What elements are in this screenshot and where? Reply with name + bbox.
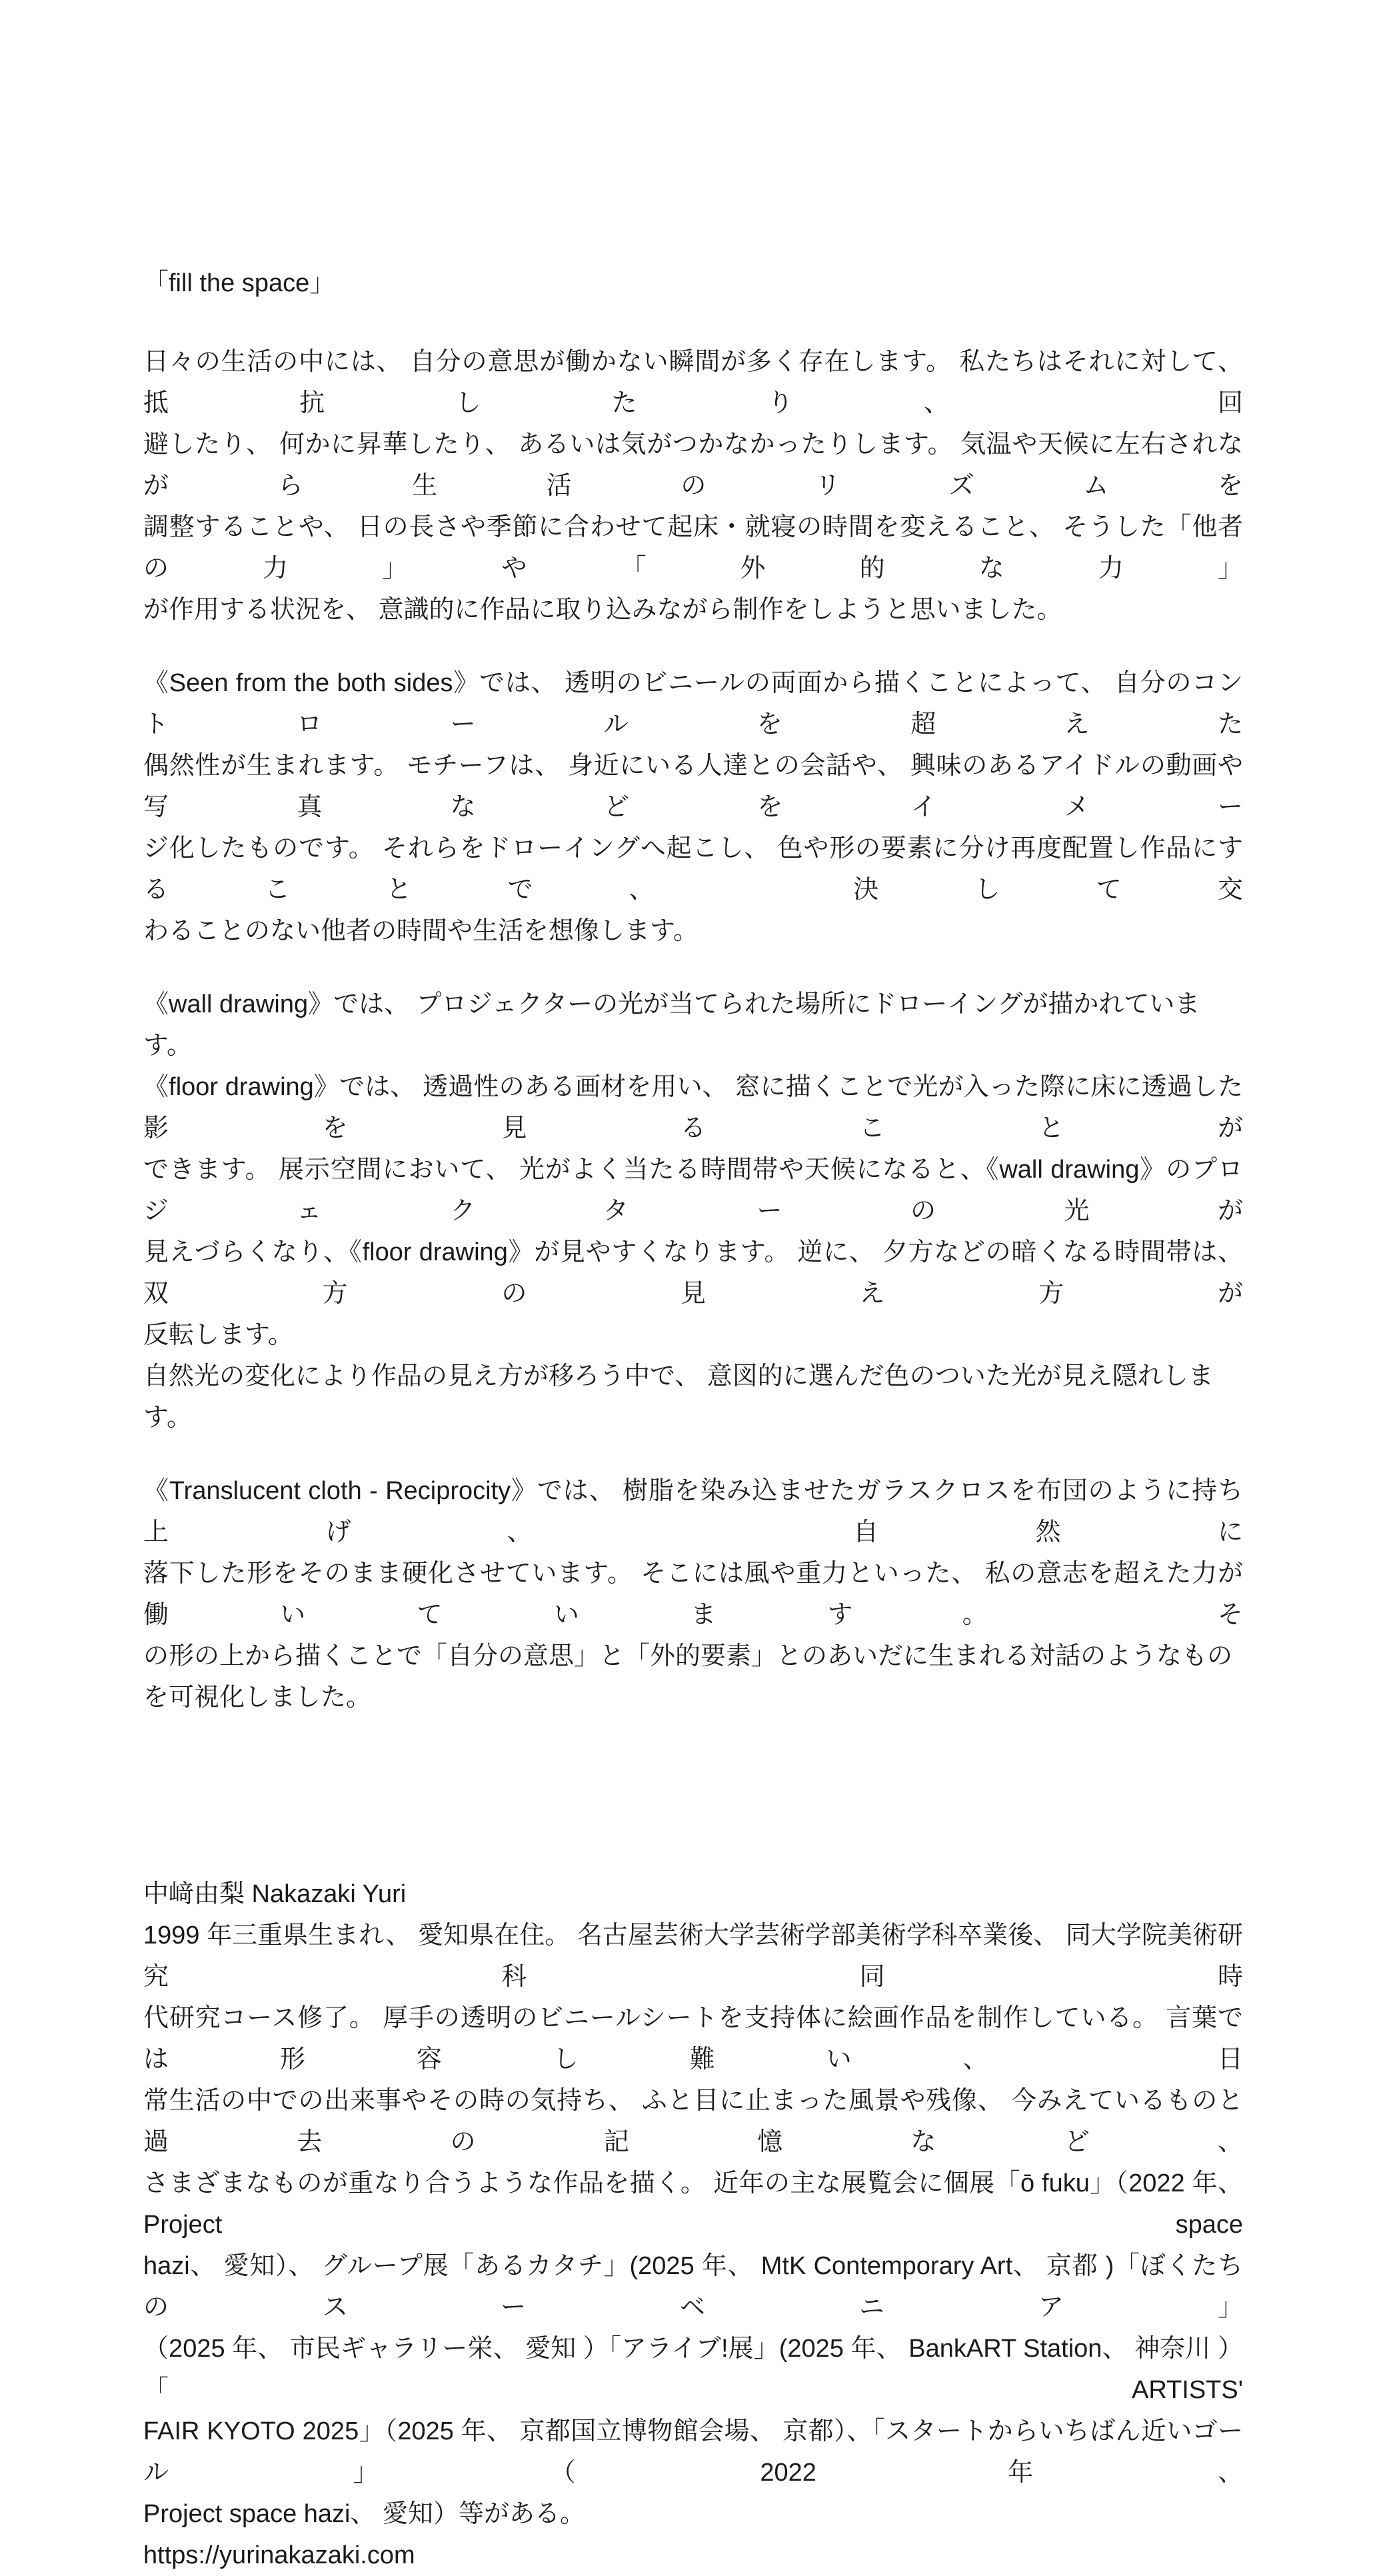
text-line: 落下した形をそのまま硬化させています。 そこには風や重力といった、 私の意志を超えた力が働いています。 そ bbox=[143, 1560, 1243, 1629]
text-line: 《floor drawing》では、 透過性のある画材を用い、 窓に描くことで光が入った際に床に透過した影を見ることが bbox=[143, 1073, 1243, 1142]
text-line: 反転します。 bbox=[143, 1321, 293, 1349]
text-line: 代研究コース修了。 厚手の透明のビニールシートを支持体に絵画作品を制作している。 言葉では形容し難い、 日 bbox=[143, 2004, 1243, 2073]
floor-drawing-block bbox=[143, 1066, 1243, 1356]
text-line: 常生活の中での出来事やその時の気持ち、 ふと目に止まった風景や残像、 今みえているものと過去の記憶など、 bbox=[143, 2087, 1243, 2156]
text-line: 自然光の変化により作品の見え方が移ろう中で、 意図的に選んだ色のついた光が見え隠れします。 bbox=[143, 1362, 1214, 1432]
website-url: https://yurinakazaki.com bbox=[143, 2541, 415, 2569]
text-line: 《wall drawing》では、 プロジェクターの光が当てられた場所にドローイングが描かれています。 bbox=[143, 990, 1200, 1060]
text-line: 日々の生活の中には、 自分の意思が働かない瞬間が多く存在します。 私たちはそれに対して、 抵抗したり、 回 bbox=[143, 348, 1243, 417]
text-line: 避したり、 何かに昇華したり、 あるいは気がつかなかったりします。 気温や天候に左右されながら生活のリズムを bbox=[143, 431, 1243, 500]
artist-name: 中﨑由梨 Nakazaki Yuri bbox=[143, 1880, 407, 1908]
statement-paragraph-wall-floor-drawing bbox=[143, 984, 1243, 1438]
natural-light-block bbox=[143, 1356, 1243, 1438]
artist-bio bbox=[143, 1874, 1243, 2576]
text-line: （2025 年、 市民ギャラリー栄、 愛知 ）「アライブ!展」(2025 年、 BankART Station、 神奈川 ）「ARTISTS' bbox=[143, 2335, 1243, 2404]
text-line: hazi、 愛知）、 グループ展「あるカタチ」(2025 年、 MtK Contemporary Art、 京都 )「ぼくたちのスーベニア」 bbox=[143, 2252, 1243, 2321]
wall-drawing-block bbox=[143, 984, 1243, 1066]
text-line: 《Translucent cloth - Reciprocity》では、 樹脂を染み込ませたガラスクロスを布団のように持ち上げ、 自然に bbox=[143, 1477, 1243, 1546]
statement-paragraph-seen-from-both-sides bbox=[143, 662, 1243, 952]
text-line: Project space hazi、 愛知）等がある。 bbox=[143, 2500, 586, 2528]
document-title: 「fill the space」 bbox=[143, 269, 335, 297]
text-line: が作用する状況を、 意識的に作品に取り込みながら制作をしようと思いました。 bbox=[143, 596, 1062, 624]
text-line: 1999 年三重県生まれ、 愛知県在住。 名古屋芸術大学芸術学部美術学科卒業後、 同大学院美術研究科同時 bbox=[143, 1922, 1243, 1991]
text-line: さまざまなものが重なり合うような作品を描く。 近年の主な展覧会に個展「ō fuku」（2022 年、 Project space bbox=[143, 2169, 1243, 2239]
text-line: 調整することや、 日の長さや季節に合わせて起床・就寝の時間を変えること、 そうした「他者の力」や「外的な力」 bbox=[143, 513, 1243, 583]
text-line: FAIR KYOTO 2025」（2025 年、 京都国立博物館会場、 京都）、「スタートからいちばん近いゴール」（2022 年、 bbox=[143, 2417, 1243, 2487]
statement-paragraph-translucent-cloth bbox=[143, 1470, 1243, 1718]
text-line: 偶然性が生まれます。 モチーフは、 身近にいる人達との会話や、 興味のあるアイドルの動画や写真などをイメー bbox=[143, 752, 1243, 821]
statement-paragraph-intro bbox=[143, 341, 1243, 631]
text-line: できます。 展示空間において、 光がよく当たる時間帯や天候になると、《wall drawing》のプロジェクターの光が bbox=[143, 1156, 1243, 1225]
text-line: 《Seen from the both sides》では、 透明のビニールの両面から描くことによって、 自分のコントロールを超えた bbox=[143, 669, 1243, 738]
text-line: の形の上から描くことで「自分の意思」と「外的要素」とのあいだに生まれる対話のようなものを可視化しました。 bbox=[143, 1642, 1233, 1712]
text-line: 見えづらくなり、《floor drawing》が見やすくなります。 逆に、 夕方などの暗くなる時間帯は、 双方の見え方が bbox=[143, 1238, 1243, 1308]
text-line: ジ化したものです。 それらをドローイングへ起こし、 色や形の要素に分け再度配置し作品にすることで、 決して交 bbox=[143, 834, 1243, 904]
text-line: わることのない他者の時間や生活を想像します。 bbox=[143, 917, 698, 945]
